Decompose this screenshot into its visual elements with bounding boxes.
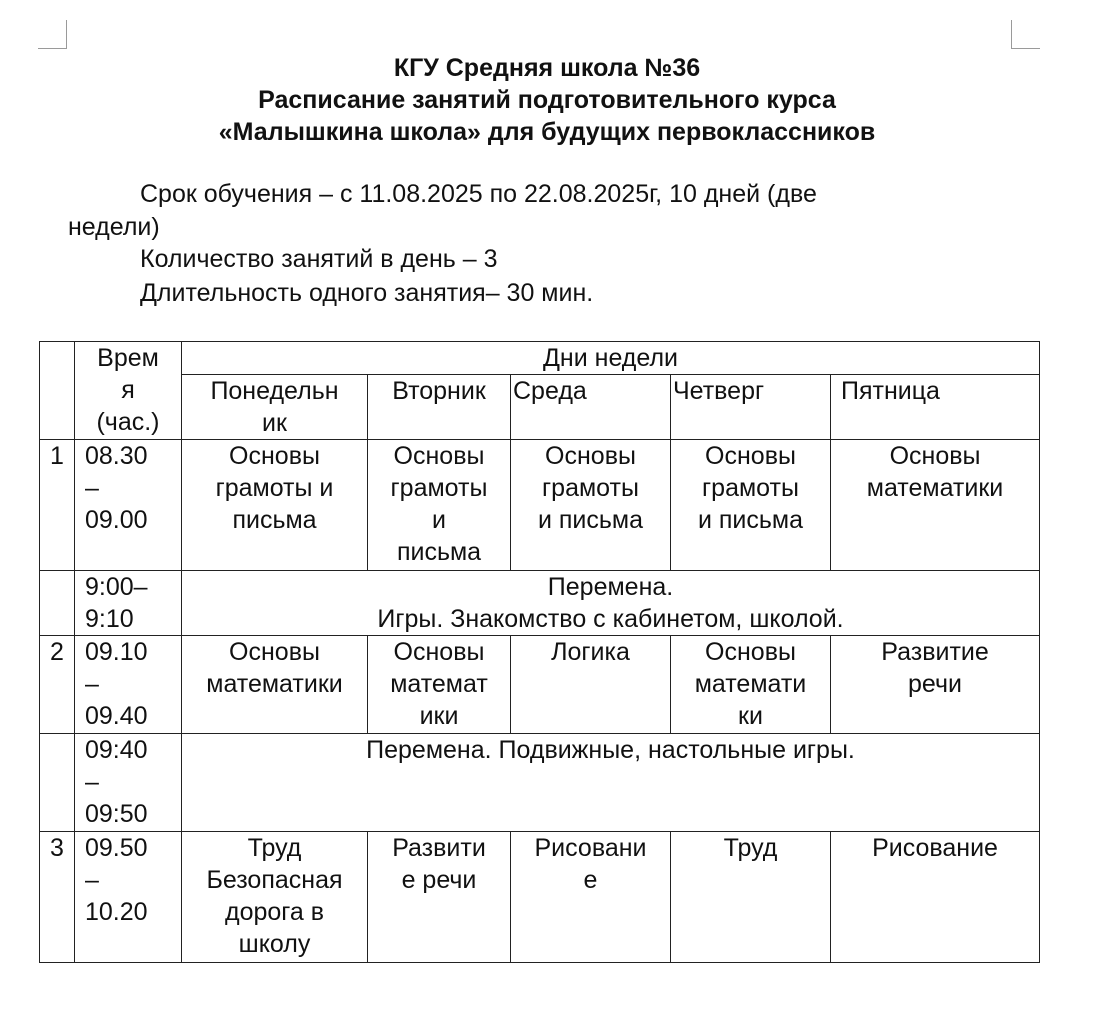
- weekday-header-row: [40, 375, 1040, 440]
- lessons-per-day: Количество занятий в день – 3: [140, 245, 498, 273]
- break-row: [40, 734, 1040, 832]
- lesson-cell: Логика: [511, 636, 671, 734]
- lesson-time: 09.50 – 10.20: [75, 832, 182, 963]
- schedule-title: Расписание занятий подготовительного курса: [258, 86, 836, 114]
- crop-mark-top-right: [1011, 20, 1040, 49]
- time-header-cell: Врем я (час.): [75, 342, 182, 440]
- lesson-cell: Основы математи ки: [671, 636, 831, 734]
- day-tuesday: Вторник: [368, 375, 511, 440]
- table-header-row: [40, 342, 1040, 375]
- lesson-number: 3: [40, 832, 75, 963]
- day-thursday: Четверг: [671, 375, 831, 440]
- table-row: [40, 636, 1040, 734]
- lesson-cell: Основы математики: [182, 636, 368, 734]
- table-row: [40, 832, 1040, 963]
- lesson-number: [40, 571, 75, 636]
- lesson-cell: Основы математ ики: [368, 636, 511, 734]
- lesson-length: Длительность одного занятия– 30 мин.: [140, 279, 594, 307]
- lesson-cell: Рисовани е: [511, 832, 671, 963]
- days-header-cell: Дни недели: [182, 342, 1040, 375]
- lesson-cell: Основы грамоты и письма: [368, 440, 511, 571]
- break-description: Перемена. Игры. Знакомство с кабинетом, школой.: [182, 571, 1040, 636]
- lesson-cell: Основы грамоты и письма: [511, 440, 671, 571]
- lesson-cell: Развитие речи: [831, 636, 1040, 734]
- lesson-number: 1: [40, 440, 75, 571]
- day-wednesday: Среда: [511, 375, 671, 440]
- break-row: [40, 571, 1040, 636]
- lesson-cell: Труд Безопасная дорога в школу: [182, 832, 368, 963]
- break-time: 9:00– 9:10: [75, 571, 182, 636]
- lesson-cell: Основы грамоты и письма: [182, 440, 368, 571]
- study-period-line1: Срок обучения – с 11.08.2025 по 22.08.2025г, 10 дней (две: [140, 180, 817, 208]
- course-name: «Малышкина школа» для будущих первоклассников: [218, 118, 876, 146]
- lesson-time: 09.10 – 09.40: [75, 636, 182, 734]
- lesson-number: 2: [40, 636, 75, 734]
- lesson-cell: Труд: [671, 832, 831, 963]
- document-title: [0, 52, 1094, 148]
- day-friday: Пятница: [831, 375, 1040, 440]
- study-period-paragraph: [68, 178, 968, 244]
- break-description: Перемена. Подвижные, настольные игры.: [182, 734, 1040, 832]
- school-name: КГУ Средняя школа №36: [393, 54, 701, 82]
- lesson-number: [40, 734, 75, 832]
- lesson-cell: Рисование: [831, 832, 1040, 963]
- lesson-time: 08.30 – 09.00: [75, 440, 182, 571]
- schedule-table: [39, 341, 1040, 963]
- lesson-cell: Основы математики: [831, 440, 1040, 571]
- crop-mark-top-left: [38, 20, 67, 49]
- day-monday: Понедельн ик: [182, 375, 368, 440]
- lesson-cell: Основы грамоты и письма: [671, 440, 831, 571]
- study-period-line2: недели): [68, 213, 160, 241]
- lesson-cell: Развити е речи: [368, 832, 511, 963]
- break-time: 09:40 – 09:50: [75, 734, 182, 832]
- table-row: [40, 440, 1040, 571]
- number-header-cell: [40, 342, 75, 440]
